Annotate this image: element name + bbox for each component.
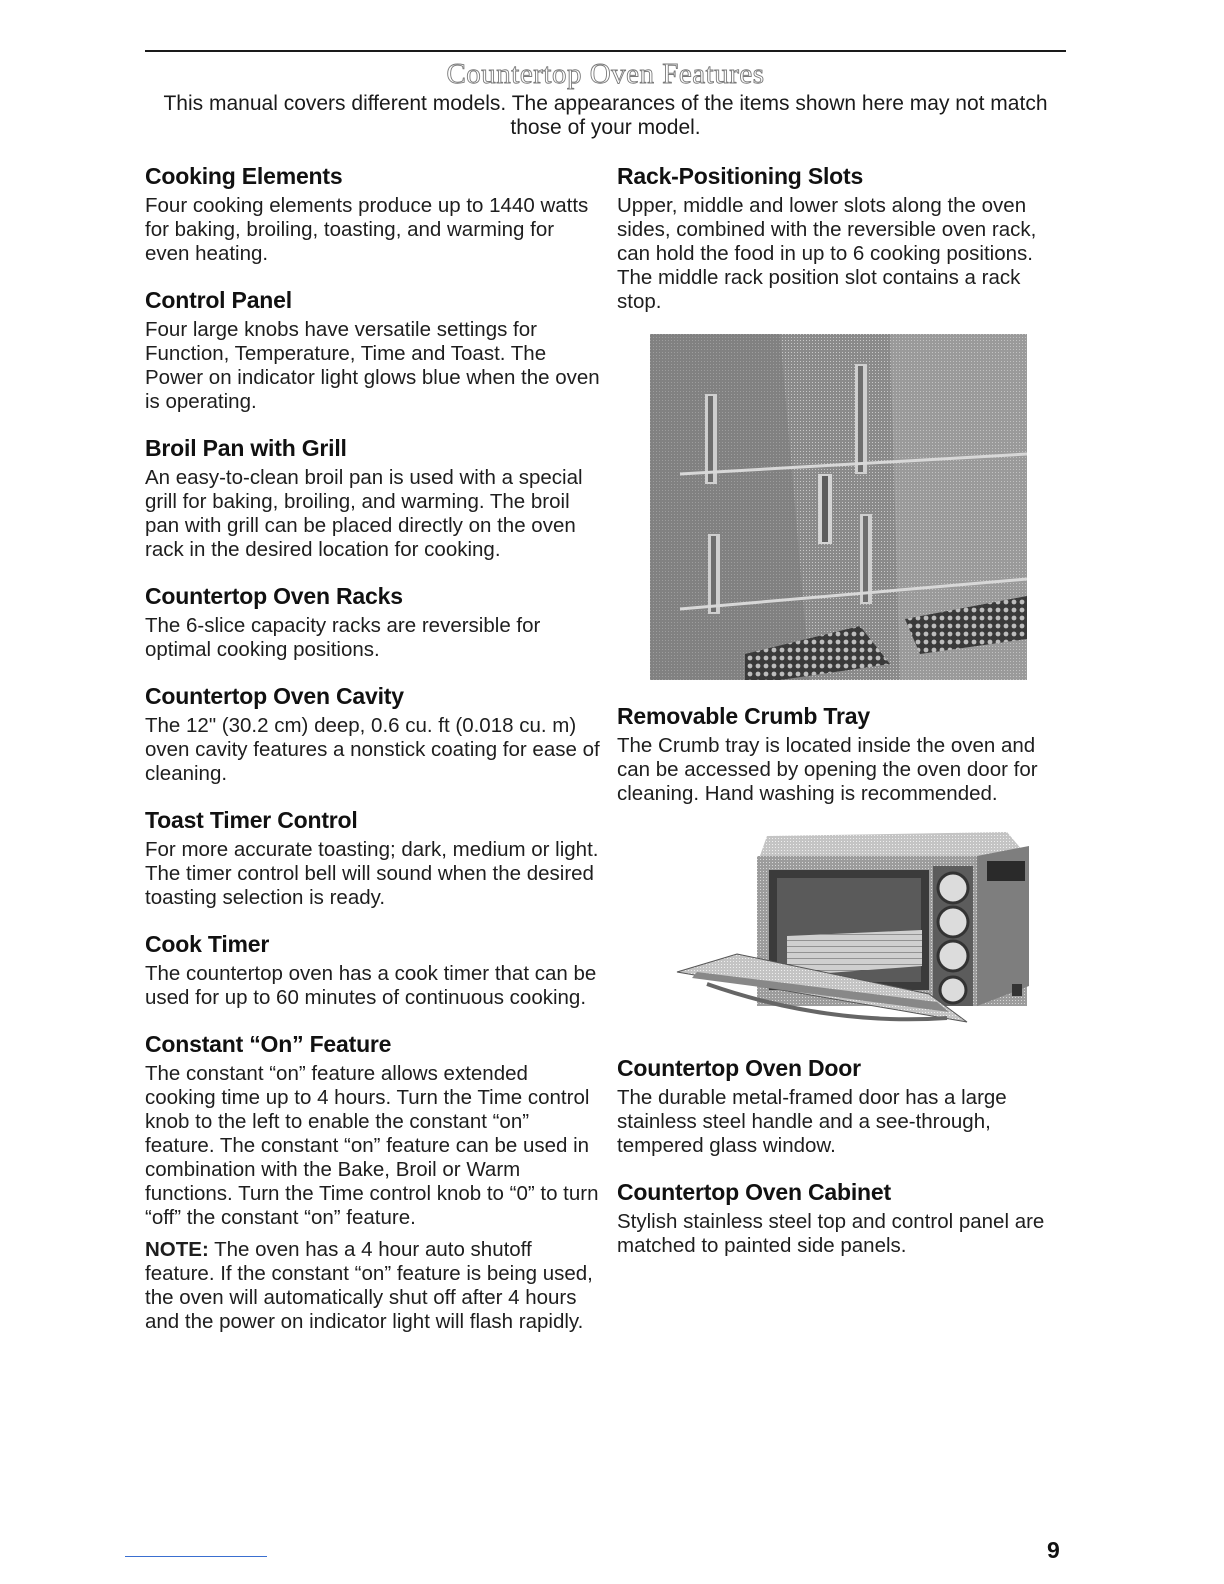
section-heading: Countertop Oven Door xyxy=(617,1055,861,1081)
section-heading: Countertop Oven Cabinet xyxy=(617,1179,891,1205)
section-heading: Constant “On” Feature xyxy=(145,1031,392,1057)
section-heading: Cooking Elements xyxy=(145,163,343,189)
section-broil-pan xyxy=(145,434,600,562)
section-cooking-elements xyxy=(145,162,600,266)
section-heading: Removable Crumb Tray xyxy=(617,703,870,729)
section-body: Upper, middle and lower slots along the oven sides, combined with the reversible oven rack, can hold the food in up to 6 cooking positions. The middle rack position slot contains a rack stop. xyxy=(617,194,1037,313)
section-constant-on xyxy=(145,1030,600,1334)
section-control-panel xyxy=(145,286,600,414)
section-body: The 6-slice capacity racks are reversible for optimal cooking positions. xyxy=(145,614,541,661)
page-title: Countertop Oven Features xyxy=(446,58,765,90)
section-oven-cabinet xyxy=(617,1178,1067,1258)
right-column xyxy=(617,162,1067,1278)
footer-rule xyxy=(125,1556,267,1557)
left-column xyxy=(145,162,600,1354)
note-paragraph xyxy=(145,1238,600,1334)
section-oven-door xyxy=(617,1054,1067,1158)
section-oven-cavity xyxy=(145,682,600,786)
section-body: An easy-to-clean broil pan is used with a special grill for baking, broiling, and warming. The broil pan with grill can be placed directly on the oven rack in the desired location for cooking. xyxy=(145,466,583,561)
section-body: Four cooking elements produce up to 1440 watts for baking, broiling, toasting, and warming for even heating. xyxy=(145,194,589,265)
section-toast-timer xyxy=(145,806,600,910)
oven-photo xyxy=(637,826,1037,1036)
section-body: The durable metal-framed door has a large stainless steel handle and a see-through, tempered glass window. xyxy=(617,1086,1007,1157)
intro-text: This manual covers different models. The appearances of the items shown here may not match those of your model. xyxy=(163,92,1048,139)
note-text: The oven has a 4 hour auto shutoff feature. If the constant “on” feature is being used, the oven will automatically shut off after 4 hours and the power on indicator light will flash rapidly. xyxy=(145,1238,593,1333)
section-heading: Rack-Positioning Slots xyxy=(617,163,864,189)
section-heading: Countertop Oven Cavity xyxy=(145,683,404,709)
rack-slots-photo xyxy=(650,334,1027,680)
top-rule xyxy=(145,50,1066,52)
section-cook-timer xyxy=(145,930,600,1010)
page-number: 9 xyxy=(1047,1537,1060,1563)
section-heading: Control Panel xyxy=(145,287,292,313)
section-body: The constant “on” feature allows extended cooking time up to 4 hours. Turn the Time control knob to the left to enable the constant “on” feature. The constant “on” feature can be used in combination with the Bake, Broil or Warm functions. Turn the Time control knob to “0” to turn “off” the constant “on” feature. xyxy=(145,1062,599,1229)
note-label: NOTE: xyxy=(145,1238,209,1261)
oven-illustration xyxy=(637,826,1037,1036)
rack-slots-illustration xyxy=(650,334,1027,680)
section-body: The 12" (30.2 cm) deep, 0.6 cu. ft (0.018 cu. m) oven cavity features a nonstick coating for ease of cleaning. xyxy=(145,714,600,785)
section-heading: Toast Timer Control xyxy=(145,807,358,833)
section-crumb-tray xyxy=(617,702,1067,806)
section-body: Stylish stainless steel top and control panel are matched to painted side panels. xyxy=(617,1210,1045,1257)
section-heading: Cook Timer xyxy=(145,931,270,957)
section-heading: Countertop Oven Racks xyxy=(145,583,403,609)
section-body: Four large knobs have versatile settings for Function, Temperature, Time and Toast. The Power on indicator light glows blue when the oven is operating. xyxy=(145,318,600,413)
section-heading: Broil Pan with Grill xyxy=(145,435,347,461)
section-oven-racks xyxy=(145,582,600,662)
section-body: The Crumb tray is located inside the oven and can be accessed by opening the oven door for cleaning. Hand washing is recommended. xyxy=(617,734,1038,805)
section-body: The countertop oven has a cook timer that can be used for up to 60 minutes of continuous cooking. xyxy=(145,962,597,1009)
section-rack-slots xyxy=(617,162,1067,314)
section-body: For more accurate toasting; dark, medium or light. The timer control bell will sound when the desired toasting selection is ready. xyxy=(145,838,599,909)
